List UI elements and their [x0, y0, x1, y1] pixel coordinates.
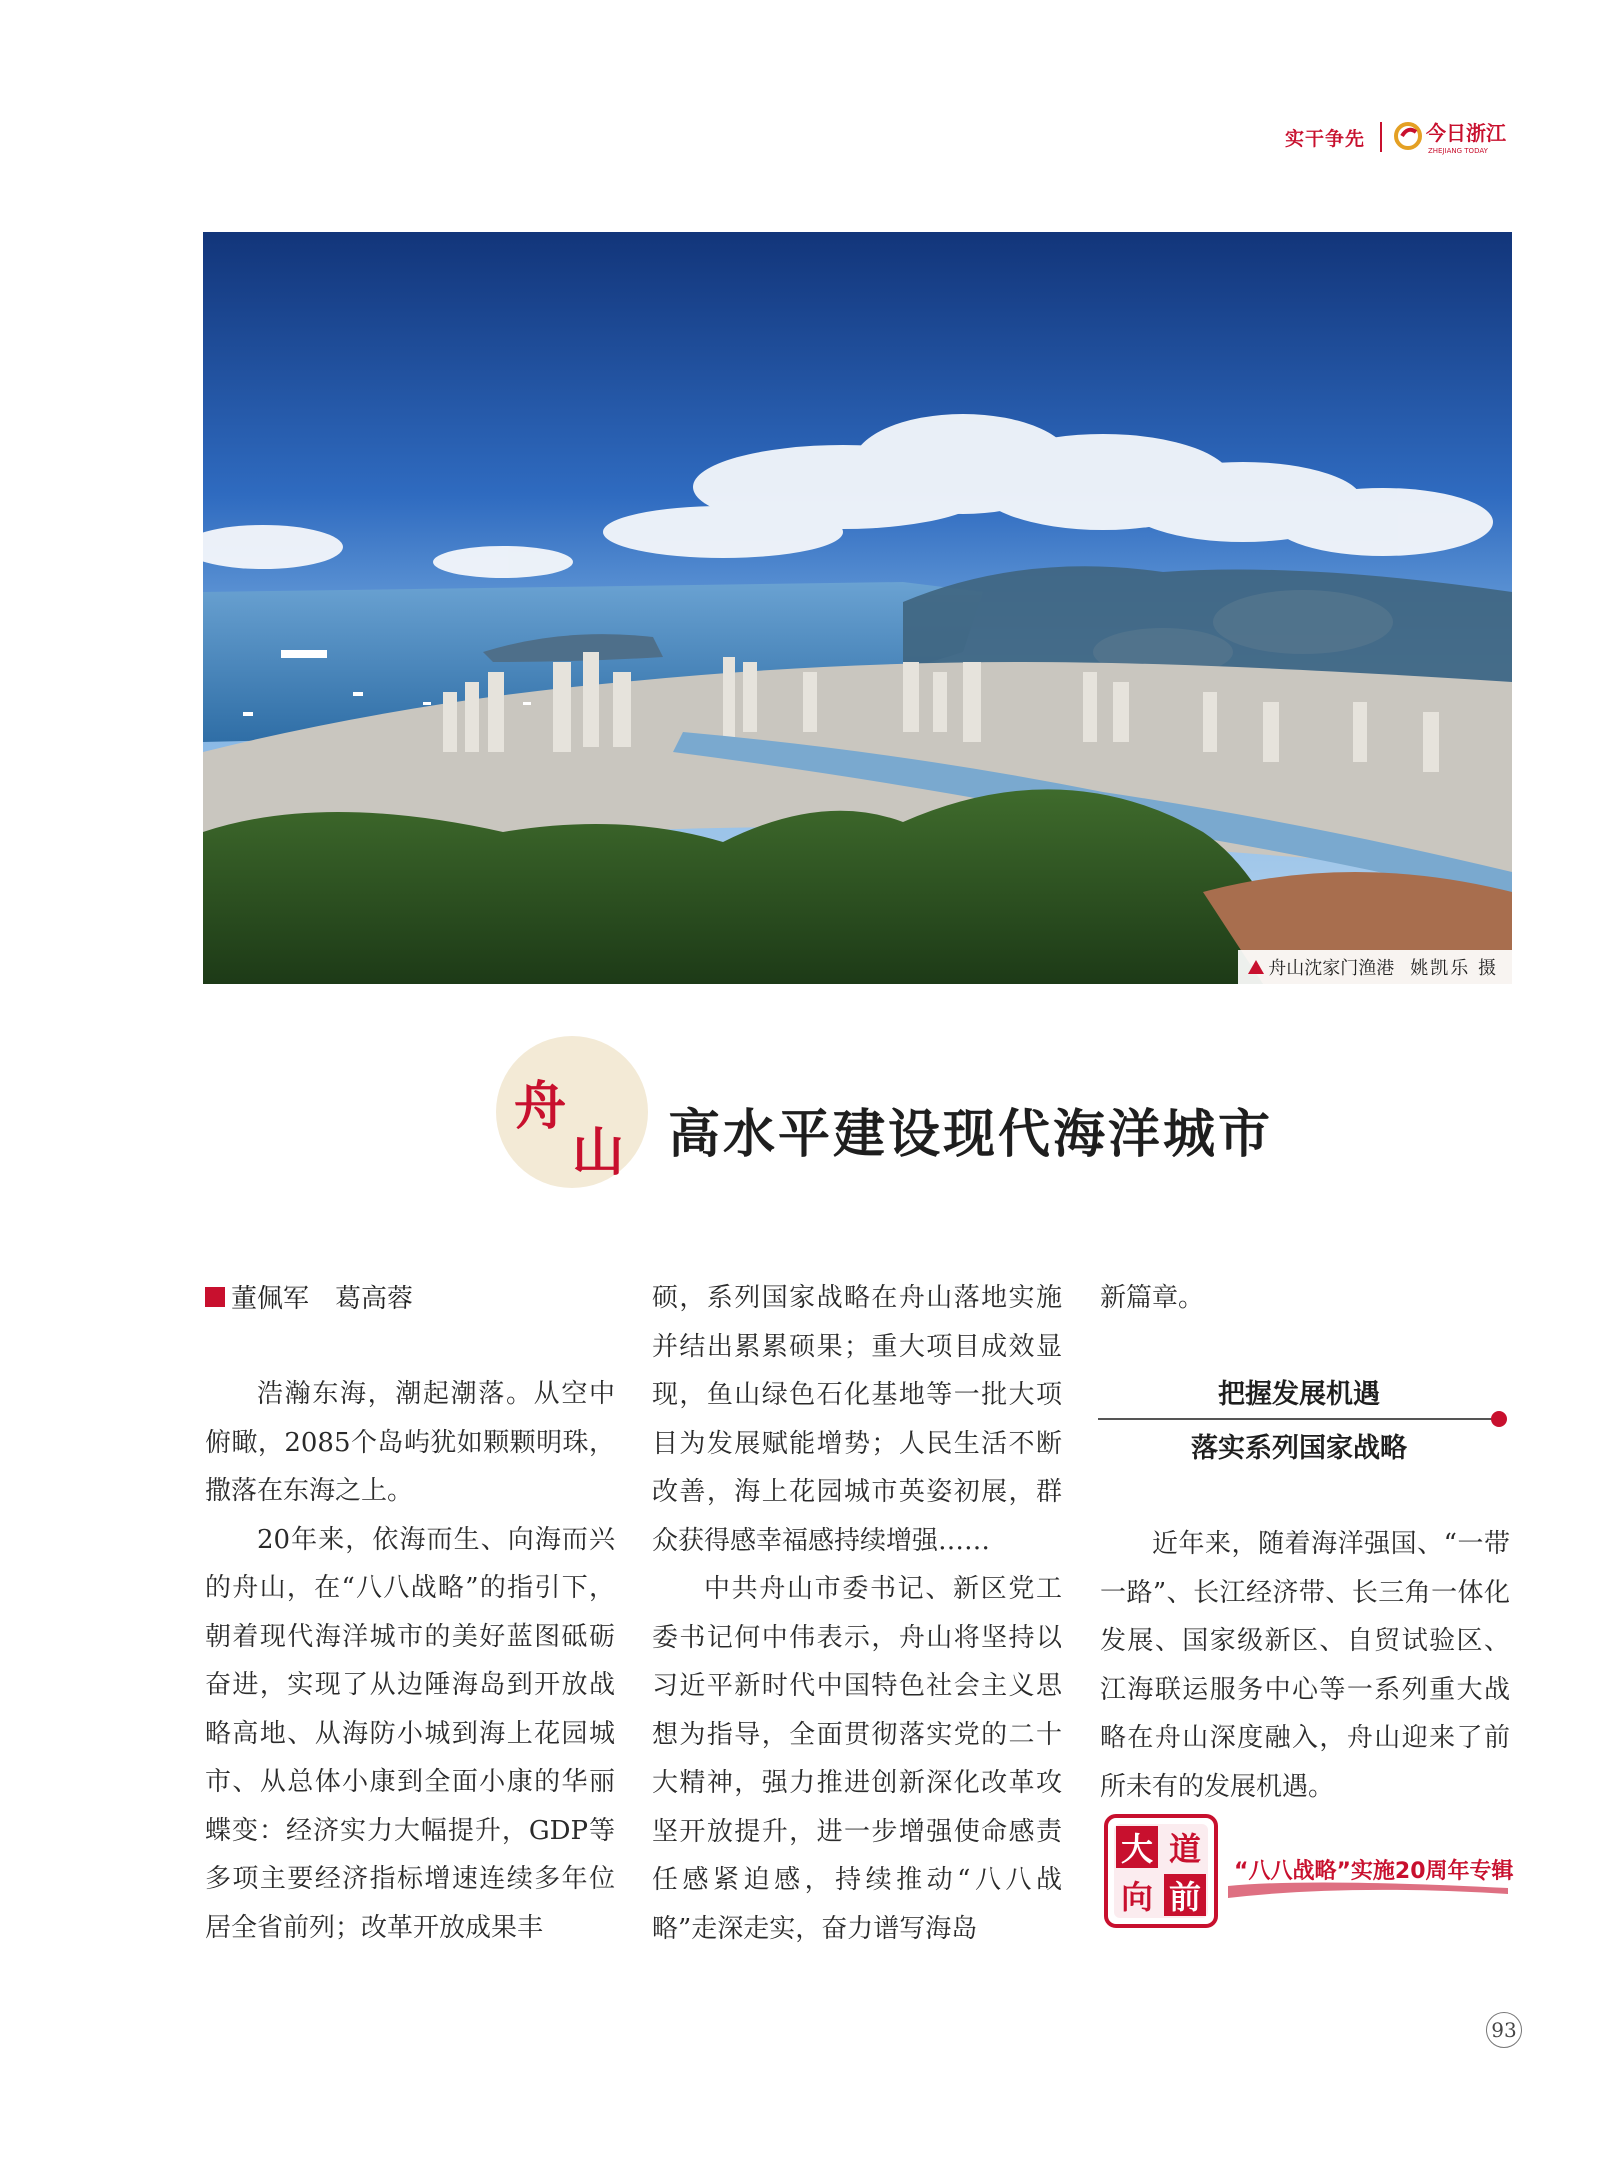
column-1 — [205, 1370, 615, 1952]
byline — [205, 1278, 413, 1315]
column-3-top — [1100, 1274, 1510, 1323]
paragraph: 20年来，依海而生、向海而兴的舟山，在“八八战略”的指引下，朝着现代海洋城市的美好蓝图砥砺奋进，实现了从边陲海岛到开放战略高地、从海防小城到海上花园城市、从总体小康到全面小康的华丽蝶变：经济实力大幅提升，GDP等多项主要经济指标增速连续多年位居全省前列；改革开放成果丰 — [205, 1524, 615, 1943]
svg-text:ZHEJIANG TODAY: ZHEJIANG TODAY — [1428, 147, 1488, 155]
caption-text: 舟山沈家门渔港 — [1268, 958, 1395, 979]
page-header — [1220, 118, 1520, 158]
byline-square-icon — [205, 1287, 225, 1307]
article-title: 高水平建设现代海洋城市 — [668, 1104, 1274, 1165]
photo-credit: 姚凯乐 摄 — [1410, 958, 1498, 979]
page-number: 93 — [1486, 2012, 1522, 2048]
zhejiang-today-logo — [1392, 118, 1532, 158]
subheading-line-1: 把握发展机遇 — [1218, 1379, 1380, 1410]
series-badge — [1102, 1812, 1520, 1938]
svg-text:大: 大 — [1120, 1830, 1154, 1868]
title-city-name — [508, 1064, 648, 1183]
caption-triangle-icon — [1248, 960, 1264, 974]
harbor-photo — [203, 232, 1512, 984]
svg-text:道: 道 — [1168, 1830, 1202, 1868]
series-title: “八八战略”实施20周年专辑 — [1234, 1859, 1514, 1884]
subheading-dot-icon — [1491, 1411, 1507, 1427]
column-2 — [652, 1274, 1062, 1953]
paragraph: 硕，系列国家战略在舟山落地实施并结出累累硕果；重大项目成效显现，鱼山绿色石化基地等一批大项目为发展赋能增势；人民生活不断改善，海上花园城市英姿初展，群众获得感幸福感持续增强…… — [652, 1283, 1062, 1556]
section-subheading — [1098, 1372, 1508, 1472]
paragraph: 浩瀚东海，潮起潮落。从空中俯瞰，2085个岛屿犹如颗颗明珠，撒落在东海之上。 — [205, 1379, 615, 1506]
subheading-line-2: 落实系列国家战略 — [1191, 1433, 1407, 1464]
city-char-2: 山 — [572, 1122, 625, 1183]
svg-text:前: 前 — [1168, 1878, 1202, 1916]
paragraph: 近年来，随着海洋强国、“一带一路”、长江经济带、长三角一体化发展、国家级新区、自贸试验区、江海联运服务中心等一系列重大战略在舟山深度融入，舟山迎来了前所未有的发展机遇。 — [1100, 1529, 1510, 1802]
authors: 董佩军 葛高蓉 — [231, 1284, 414, 1314]
section-tag: 实干争先 — [1285, 128, 1366, 150]
aerial-harbor-illustration — [203, 232, 1512, 984]
paragraph: 中共舟山市委书记、新区党工委书记何中伟表示，舟山将坚持以习近平新时代中国特色社会主义思想为指导，全面贯彻落实党的二十大精神，强力推进创新深化改革攻坚开放提升，进一步增强使命感责任感紧迫感，持续推动“八八战略”走深走实，奋力谱写海岛 — [652, 1574, 1062, 1944]
svg-text:向: 向 — [1120, 1878, 1154, 1916]
paragraph: 新篇章。 — [1100, 1283, 1205, 1313]
city-char-1: 舟 — [514, 1076, 567, 1137]
header-divider — [1380, 122, 1382, 152]
svg-text:今日浙江: 今日浙江 — [1426, 121, 1506, 145]
subheading-rule — [1098, 1418, 1498, 1420]
seal-stamp-icon — [1102, 1812, 1220, 1930]
photo-caption — [1238, 950, 1512, 984]
column-3-body — [1100, 1520, 1510, 1811]
